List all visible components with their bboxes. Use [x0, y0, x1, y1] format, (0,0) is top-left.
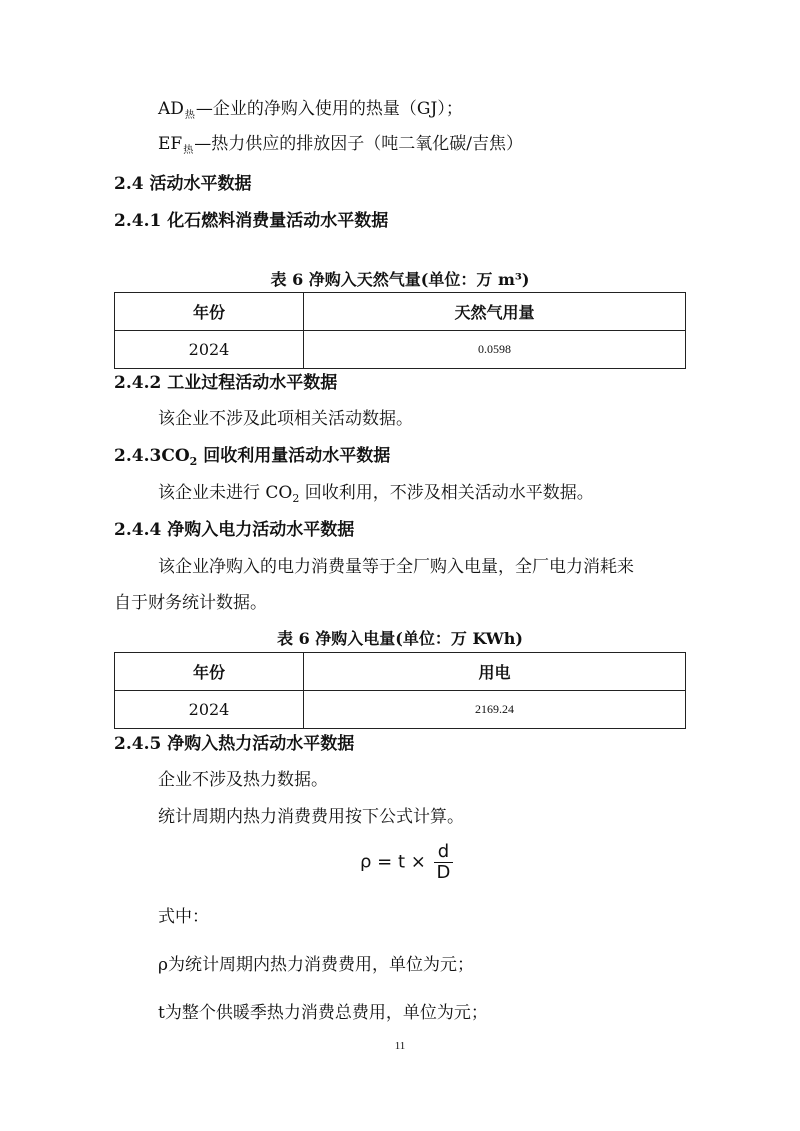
t-definition: t为整个供暖季热力消费总费用，单位为元； — [158, 1003, 488, 1023]
table-header-row — [115, 653, 686, 691]
table-header-cell: 天然气用量 — [304, 293, 686, 331]
ef-text: —热力供应的排放因子（吨二氧化碳/吉焦） — [194, 134, 523, 154]
paragraph-2-4-3-prefix: 该企业未进行 CO — [158, 483, 293, 503]
paragraph-2-4-3-text: 回收利用，不涉及相关活动水平数据。 — [299, 483, 594, 503]
table-cell: 2169.24 — [304, 691, 686, 729]
formula-lhs: ρ = t × — [360, 851, 426, 873]
table-row — [115, 691, 686, 729]
formula-denominator: D — [436, 862, 451, 883]
table-row — [115, 331, 686, 369]
table1-caption: 表 6 净购入天然气量(单位：万 m³) — [270, 270, 530, 289]
paragraph-2-4-5-a: 企业不涉及热力数据。 — [158, 770, 328, 790]
ad-definition — [158, 97, 463, 124]
heading-2-4-1: 2.4.1 化石燃料消费量活动水平数据 — [114, 211, 389, 231]
ad-text: —企业的净购入使用的热量（GJ）； — [195, 99, 463, 119]
heading-2-4-3-subscript: 2 — [189, 455, 198, 468]
formula-where: 式中： — [158, 907, 209, 927]
ad-subscript: 热 — [184, 110, 195, 121]
formula — [360, 842, 453, 883]
heading-2-4-4: 2.4.4 净购入电力活动水平数据 — [114, 520, 355, 540]
heading-2-4-3-text: 回收利用量活动水平数据 — [197, 446, 391, 466]
formula-numerator: d — [434, 842, 454, 863]
paragraph-2-4-3 — [158, 481, 594, 507]
paragraph-2-4-3-subscript: 2 — [292, 492, 300, 505]
paragraph-2-4-4-line2: 自于财务统计数据。 — [114, 593, 267, 613]
ef-symbol: EF — [158, 134, 183, 154]
gas-table — [114, 292, 686, 369]
ef-definition — [158, 132, 523, 159]
paragraph-2-4-2: 该企业不涉及此项相关活动数据。 — [158, 409, 413, 429]
paragraph-2-4-5-b: 统计周期内热力消费费用按下公式计算。 — [158, 807, 464, 827]
table-header-row — [115, 293, 686, 331]
table-cell: 2024 — [115, 691, 304, 729]
formula-fraction — [434, 842, 454, 883]
heading-2-4: 2.4 活动水平数据 — [114, 174, 252, 194]
table-cell: 0.0598 — [304, 331, 686, 369]
heading-2-4-3 — [114, 444, 390, 470]
rho-definition: ρ为统计周期内热力消费费用，单位为元； — [158, 955, 474, 975]
table-header-cell: 年份 — [115, 293, 304, 331]
paragraph-2-4-4-line1: 该企业净购入的电力消费量等于全厂购入电量，全厂电力消耗来 — [158, 557, 634, 577]
ef-subscript: 热 — [183, 145, 194, 156]
heading-2-4-3-prefix: 2.4.3CO — [114, 446, 190, 466]
electricity-table — [114, 652, 686, 729]
table-header-cell: 年份 — [115, 653, 304, 691]
page-number: 11 — [394, 1040, 406, 1052]
heading-2-4-5: 2.4.5 净购入热力活动水平数据 — [114, 734, 355, 754]
table-cell: 2024 — [115, 331, 304, 369]
heading-2-4-2: 2.4.2 工业过程活动水平数据 — [114, 373, 338, 393]
table2-caption: 表 6 净购入电量(单位：万 KWh) — [277, 629, 523, 648]
ad-symbol: AD — [158, 99, 184, 119]
table-header-cell: 用电 — [304, 653, 686, 691]
